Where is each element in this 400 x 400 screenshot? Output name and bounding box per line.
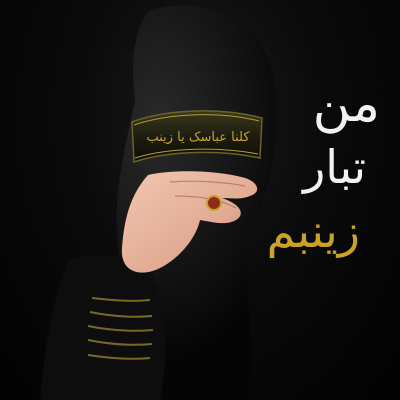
ring — [207, 196, 221, 210]
calligraphy-text — [230, 74, 380, 258]
calligraphy-line-2: تبار — [303, 140, 366, 194]
sleeve — [40, 255, 165, 400]
calligraphy-line-3: زینبم — [266, 204, 360, 258]
headband-text: کلنا عباسک یا زینب — [146, 130, 250, 145]
calligraphy-line-1: من — [312, 74, 380, 134]
